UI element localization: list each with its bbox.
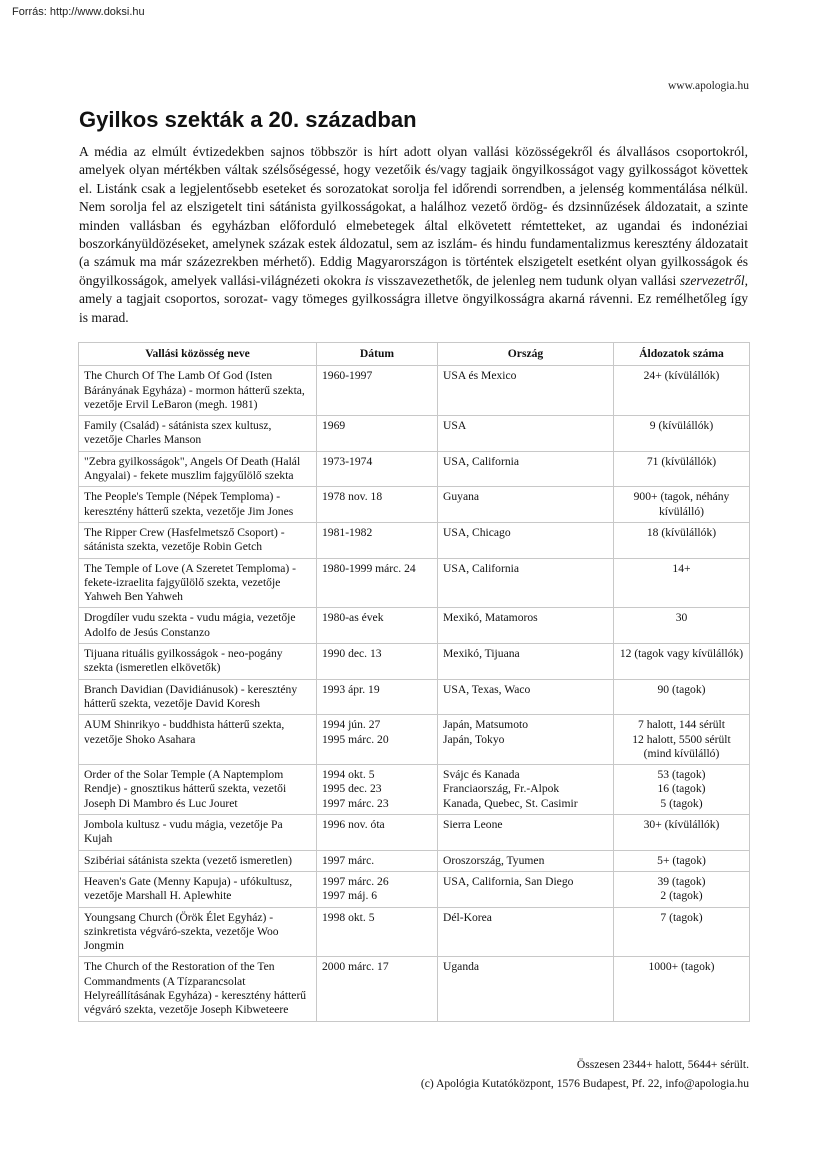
intro-part-1: A média az elmúlt évtizedekben sajnos többször is hírt adott olyan vallási közösségekről és álvallásos csoportokról, amelyek olyan mértékben váltak szélsőségessé, hogy vezetőik és/vagy tagjaik öngyilkosságot vagy gyilkosságot követtek el. Listánk csak a legjelentősebb eseteket és sorozatokat sorolja fel időrendi sorrendben, a jelenség kommentálása nélkül. Nem sorolja fel az elszigetelt tini sátánista gyilkosságokat, a halálhoz vezető ördög- és dzsinnűzések áldozatait, a szinte minden vallásban és egyházban előforduló elmebetegek által elkövetett rémtetteket, az ugandai és indonéziai boszorkányüldözéseket, amelynek százak estek áldozatul, sem az iszlám- és hindu fundamentalizmus keresztény áldozatait (a számuk ma már százezrekben mérhető). Eddig Magyarországon is történtek elszigetelt esetként olyan gyilkosságok és öngyilkosságok, amelyek vallási-világnézeti okokra xyxy=(79,144,748,288)
cell-country-line: Oroszország, Tyumen xyxy=(443,853,545,867)
cell-sect-name: Branch Davidian (Davidiánusok) - keresztény hátterű szekta, vezetője David Koresh xyxy=(79,679,317,715)
footer-copyright: (c) Apológia Kutatóközpont, 1576 Budapest, Pf. 22, info@apologia.hu xyxy=(420,1077,749,1090)
table-header-row xyxy=(79,343,750,366)
cell-date xyxy=(317,679,438,715)
cell-date-line: 1997 márc. 26 xyxy=(322,874,389,888)
cell-date-line: 1997 máj. 6 xyxy=(322,889,378,903)
cell-country xyxy=(438,957,614,1021)
cell-victims xyxy=(614,487,750,523)
cell-country-line: Uganda xyxy=(443,960,480,974)
cell-date-line: 1998 okt. 5 xyxy=(322,910,375,924)
cell-victims xyxy=(614,815,750,851)
cell-country xyxy=(438,815,614,851)
cell-date-line: 1993 ápr. 19 xyxy=(322,682,380,696)
cell-victims-line: 53 (tagok) xyxy=(657,768,706,782)
cell-date xyxy=(317,644,438,680)
table-body xyxy=(79,366,750,1021)
cell-sect-name: Tijuana rituális gyilkosságok - neo-pogány szekta (ismeretlen elkövetők) xyxy=(79,644,317,680)
table-row xyxy=(79,487,750,523)
cell-victims-line: 7 halott, 144 sérült xyxy=(638,718,725,732)
cell-date-line: 1996 nov. óta xyxy=(322,818,385,832)
cell-date-line: 1994 jún. 27 xyxy=(322,718,381,732)
cell-victims-line: 18 (kívülállók) xyxy=(646,525,717,539)
cell-date xyxy=(317,487,438,523)
cell-country-line: USA, Texas, Waco xyxy=(443,682,531,696)
cell-victims xyxy=(614,957,750,1021)
cell-date-line: 1980-as évek xyxy=(322,611,384,625)
cell-country xyxy=(438,644,614,680)
cell-victims xyxy=(614,366,750,416)
cell-country-line: USA, California xyxy=(443,454,519,468)
cell-victims-line: 39 (tagok) xyxy=(657,874,706,888)
source-url: Forrás: http://www.doksi.hu xyxy=(12,6,145,18)
cell-victims-line: 5+ (tagok) xyxy=(657,853,706,867)
intro-italic-2: szervezetről xyxy=(679,272,745,288)
cell-country xyxy=(438,366,614,416)
cell-country xyxy=(438,715,614,765)
cell-country-line: Dél-Korea xyxy=(443,910,492,924)
table-row xyxy=(79,451,750,487)
cell-country-line: USA, Chicago xyxy=(443,525,511,539)
cell-country-line: USA, California, San Diego xyxy=(443,874,574,888)
cell-date xyxy=(317,850,438,871)
header-victims: Áldozatok száma xyxy=(614,343,750,366)
cell-date xyxy=(317,366,438,416)
cell-country-line: Mexikó, Tijuana xyxy=(443,647,520,661)
cell-victims-line: 16 (tagok) xyxy=(657,782,706,796)
intro-part-3: , amely a tagjait csoportos, sorozat- vagy tömeges gyilkosságra illetve öngyilkosságra akarná rávenni. Ez remélhetőleg így is marad. xyxy=(79,272,748,325)
cell-country-line: Franciaország, Fr.-Alpok xyxy=(443,782,560,796)
cell-country xyxy=(438,451,614,487)
cell-sect-name: The Temple of Love (A Szeretet Temploma) - fekete-izraelita fajgyűlölő szekta, vezetője Yahweh Ben Yahweh xyxy=(79,558,317,608)
cell-victims-line: 90 (tagok) xyxy=(657,682,706,696)
cell-date xyxy=(317,957,438,1021)
table-row xyxy=(79,715,750,765)
cell-country-line: Svájc és Kanada xyxy=(443,768,520,782)
cell-sect-name: The People's Temple (Népek Temploma) - keresztény hátterű szekta, vezetője Jim Jones xyxy=(79,487,317,523)
cell-victims xyxy=(614,871,750,907)
cell-date xyxy=(317,608,438,644)
cell-country-line: Japán, Tokyo xyxy=(443,732,505,746)
cell-date xyxy=(317,451,438,487)
cell-country-line: Japán, Matsumoto xyxy=(443,718,529,732)
cell-victims xyxy=(614,558,750,608)
cell-victims-line: 9 (kívülállók) xyxy=(649,419,714,433)
cell-sect-name: Family (Család) - sátánista szex kultusz, vezetője Charles Manson xyxy=(79,416,317,452)
cell-sect-name: Youngsang Church (Örök Élet Egyház) - szinkretista végváró-szekta, vezetője Woo Jongmin xyxy=(79,907,317,957)
cell-victims xyxy=(614,522,750,558)
cell-country xyxy=(438,871,614,907)
total-summary: Összesen 2344+ halott, 5644+ sérült. xyxy=(576,1058,749,1071)
cell-sect-name: Jombola kultusz - vudu mágia, vezetője Pa Kujah xyxy=(79,815,317,851)
cell-sect-name: "Zebra gyilkosságok", Angels Of Death (Halál Angyalai) - fekete muszlim fajgyűlölő szekta xyxy=(79,451,317,487)
cell-date-line: 1994 okt. 5 xyxy=(322,768,375,782)
cell-victims-line: 7 (tagok) xyxy=(660,910,703,924)
table-row xyxy=(79,522,750,558)
cell-victims-line: 71 (kívülállók) xyxy=(646,454,717,468)
cell-country xyxy=(438,907,614,957)
cell-sect-name: The Church Of The Lamb Of God (Isten Bárányának Egyháza) - mormon hátterű szekta, vezetője Ervil LeBaron (megh. 1981) xyxy=(79,366,317,416)
cell-victims-line: 12 halott, 5500 sérült xyxy=(632,732,731,746)
cell-date xyxy=(317,871,438,907)
header-country: Ország xyxy=(438,343,614,366)
cell-victims xyxy=(614,715,750,765)
cell-country-line: USA xyxy=(443,419,467,433)
cell-victims xyxy=(614,416,750,452)
intro-italic-1: is xyxy=(364,272,374,288)
cell-country-line: USA, California xyxy=(443,561,519,575)
cell-country xyxy=(438,608,614,644)
cell-date-line: 1981-1982 xyxy=(322,525,373,539)
cell-country-line: Mexikó, Matamoros xyxy=(443,611,538,625)
table-row xyxy=(79,366,750,416)
cell-victims xyxy=(614,644,750,680)
cell-sect-name: Order of the Solar Temple (A Naptemplom Rendje) - gnosztikus hátterű szekta, vezetői Joseph Di Mambro és Luc Jouret xyxy=(79,765,317,815)
intro-paragraph xyxy=(79,143,748,327)
table-row xyxy=(79,907,750,957)
header-date: Dátum xyxy=(317,343,438,366)
page-title: Gyilkos szekták a 20. században xyxy=(79,107,417,132)
cell-country xyxy=(438,765,614,815)
cell-victims-line: 30+ (kívülállók) xyxy=(643,818,720,832)
cell-victims-line: (mind kívülálló) xyxy=(643,746,720,760)
cell-date-line: 1997 márc. 23 xyxy=(322,796,389,810)
cell-date xyxy=(317,815,438,851)
cell-date-line: 1980-1999 márc. 24 xyxy=(322,561,416,575)
cell-date-line: 1997 márc. xyxy=(322,853,375,867)
cell-country-line: Sierra Leone xyxy=(443,818,503,832)
cell-sect-name: Szibériai sátánista szekta (vezető ismeretlen) xyxy=(79,850,317,871)
table-row xyxy=(79,871,750,907)
cell-date-line: 1995 dec. 23 xyxy=(322,782,382,796)
table-row xyxy=(79,416,750,452)
cell-victims-line: 12 (tagok vagy kívülállók) xyxy=(619,647,744,661)
table-row xyxy=(79,765,750,815)
cell-sect-name: The Church of the Restoration of the Ten Commandments (A Tízparancsolat Helyreállításának Egyháza) - keresztény hátterű végváró szekta, vezetője Joseph Kibweteere xyxy=(79,957,317,1021)
cell-sect-name: The Ripper Crew (Hasfelmetsző Csoport) - sátánista szekta, vezetője Robin Getch xyxy=(79,522,317,558)
cell-country xyxy=(438,487,614,523)
cell-victims-line: 1000+ (tagok) xyxy=(648,960,715,974)
intro-part-2: visszavezethetők, de jelenleg nem tudunk olyan vallási xyxy=(373,272,680,288)
table-row xyxy=(79,644,750,680)
cell-country-line: Kanada, Quebec, St. Casimir xyxy=(443,796,578,810)
cell-date-line: 1990 dec. 13 xyxy=(322,647,382,661)
cell-victims-line: 900+ (tagok, néhány kívülálló) xyxy=(633,490,730,518)
cell-victims xyxy=(614,850,750,871)
cell-sect-name: AUM Shinrikyo - buddhista hátterű szekta, vezetője Shoko Asahara xyxy=(79,715,317,765)
cell-country-line: Guyana xyxy=(443,490,480,504)
cell-sect-name: Heaven's Gate (Menny Kapuja) - ufókultusz, vezetője Marshall H. Aplewhite xyxy=(79,871,317,907)
table-row xyxy=(79,558,750,608)
site-url: www.apologia.hu xyxy=(667,80,749,92)
cell-date-line: 1995 márc. 20 xyxy=(322,732,389,746)
cell-country xyxy=(438,558,614,608)
cell-victims xyxy=(614,679,750,715)
table-row xyxy=(79,679,750,715)
cell-date-line: 1973-1974 xyxy=(322,454,373,468)
cell-victims xyxy=(614,451,750,487)
cell-date xyxy=(317,522,438,558)
table-row xyxy=(79,957,750,1021)
table-row xyxy=(79,608,750,644)
header-name: Vallási közösség neve xyxy=(79,343,317,366)
table-row xyxy=(79,815,750,851)
cell-victims-line: 30 xyxy=(675,611,688,625)
cell-date xyxy=(317,558,438,608)
cell-sect-name: Drogdíler vudu szekta - vudu mágia, vezetője Adolfo de Jesús Constanzo xyxy=(79,608,317,644)
cell-date xyxy=(317,715,438,765)
sects-table xyxy=(78,342,750,1022)
cell-victims-line: 5 (tagok) xyxy=(660,796,703,810)
cell-victims xyxy=(614,907,750,957)
cell-country xyxy=(438,850,614,871)
cell-country xyxy=(438,522,614,558)
cell-date-line: 1978 nov. 18 xyxy=(322,490,383,504)
cell-date xyxy=(317,416,438,452)
cell-date-line: 1960-1997 xyxy=(322,369,373,383)
cell-country xyxy=(438,679,614,715)
cell-country xyxy=(438,416,614,452)
cell-victims-line: 24+ (kívülállók) xyxy=(643,369,720,383)
cell-date xyxy=(317,907,438,957)
cell-country-line: USA és Mexico xyxy=(443,369,517,383)
table-row xyxy=(79,850,750,871)
cell-date xyxy=(317,765,438,815)
cell-victims xyxy=(614,765,750,815)
cell-date-line: 1969 xyxy=(322,419,346,433)
cell-victims-line: 2 (tagok) xyxy=(660,889,703,903)
cell-victims xyxy=(614,608,750,644)
cell-date-line: 2000 márc. 17 xyxy=(322,960,389,974)
cell-victims-line: 14+ xyxy=(672,561,691,575)
